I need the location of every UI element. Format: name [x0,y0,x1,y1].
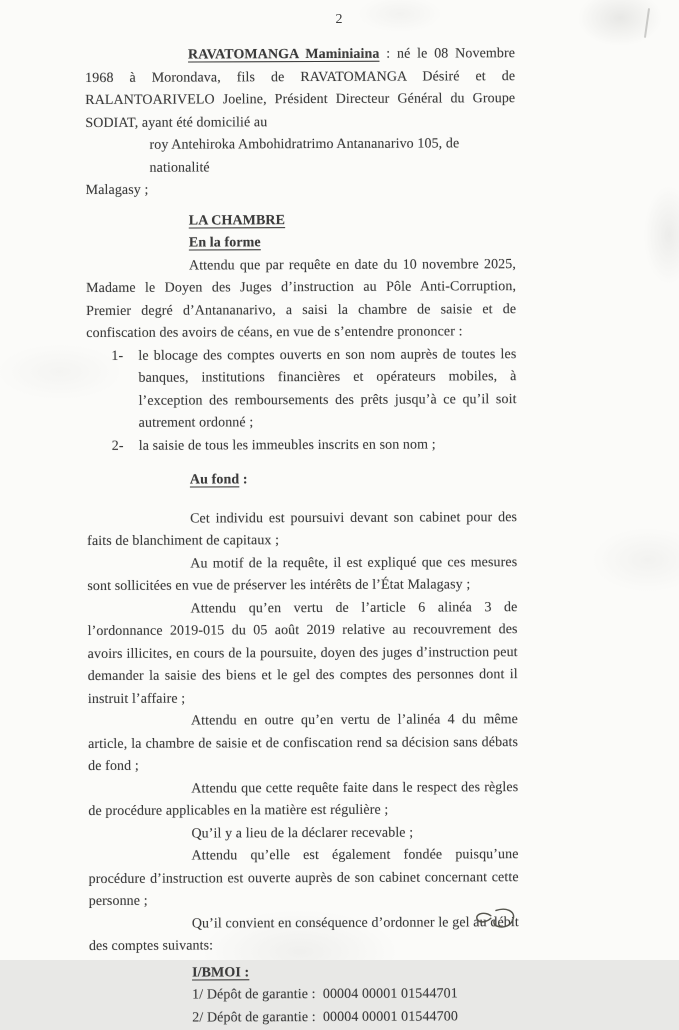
measures-list [111,344,516,458]
identity-paragraph [85,43,515,135]
list-marker: 2- [111,438,124,454]
paragraph: Attendu que cette requête faite dans le respect des règles de procédure applicables en la matière est régulière ; [88,779,519,819]
heading-la-chambre: LA CHAMBRE [188,212,286,229]
paragraph: Cet individu est poursuivi devant son cabinet pour des faits de blanchiment de capitaux ; [87,509,518,549]
paragraph: Qu’il convient en conséquence d’ordonner le gel au débit des comptes suivants: [88,914,519,954]
list-marker: 1- [111,348,124,364]
identity-details: : né le 08 Novembre 1968 à Morondava, fils de RAVATOMANGA Désiré et de RALANTOARIVELO Joeline, Président Directeur Général du Groupe SODIAT, ayant été domicilié au [85,46,516,131]
paraph-squiggle-icon [470,903,522,937]
paragraph: Attendu qu’en vertu de l’article 6 alinéa 3 de l’ordonnance 2019-015 du 05 août 2019 relative au recouvrement des avoirs illicites, en cours de la poursuite, doyen des juges d’instruction peut demander la saisie des biens et le gel des comptes des personnes dont il instruit l’affaire ; [87,599,518,707]
nationality-line: Malagasy ; [85,182,149,198]
heading-en-la-forme: En la forme [188,235,261,251]
list-item [111,344,516,436]
list-item-text: la saisie de tous les immeubles inscrits en son nom ; [138,436,436,454]
heading-au-fond-label: Au fond [189,472,240,488]
person-name: RAVATOMANGA Maminiaina [188,46,380,63]
heading-au-fond-colon: : [239,472,248,488]
paragraph: Qu’il y a lieu de la déclarer recevable ; [191,825,414,842]
heading-bmoi: I/BMOI : [192,964,250,981]
address-line: roy Antehiroka Ambohidratrimo Antananarivo 105, de nationalité [149,136,460,176]
paragraph: Attendu en outre qu’en vertu de l’alinéa 4 du même article, la chambre de saisie et de confiscation rend sa décision sans débats de fond ; [88,712,519,774]
page-number: 2 [335,12,344,27]
paragraph: Attendu qu’elle est également fondée puisqu’une procédure d’instruction est ouverte auprès de son cabinet concernant cette personne ; [88,847,519,909]
list-item [112,434,517,458]
heading-au-fond [190,468,517,492]
account-line: 1/ Dépôt de garantie : 00004 00001 01544701 [192,986,458,1003]
account-line: 2/ Dépôt de garantie : 00004 00001 01544700 [192,1008,458,1026]
list-item-text: le blocage des comptes ouverts en son nom auprès de toutes les banques, institutions financières et opérateurs mobiles, à l’exception des remboursements des prêts jusqu’à ce qu’il soit autrement ordonné ; [138,346,517,431]
paragraph: Au motif de la requête, il est expliqué que ces mesures sont sollicitées en vue de préserver les intérêts de l’État Malagasy ; [87,554,518,594]
requete-paragraph: Attendu que par requête en date du 10 novembre 2025, Madame le Doyen des Juges d’instruction au Pôle Anti-Corruption, Premier degré d’Antananarivo, a saisi la chambre de saisie et de confiscation des avoirs de céans, en vue de s’entendre prononcer : [86,256,517,341]
document-body [85,43,519,1030]
